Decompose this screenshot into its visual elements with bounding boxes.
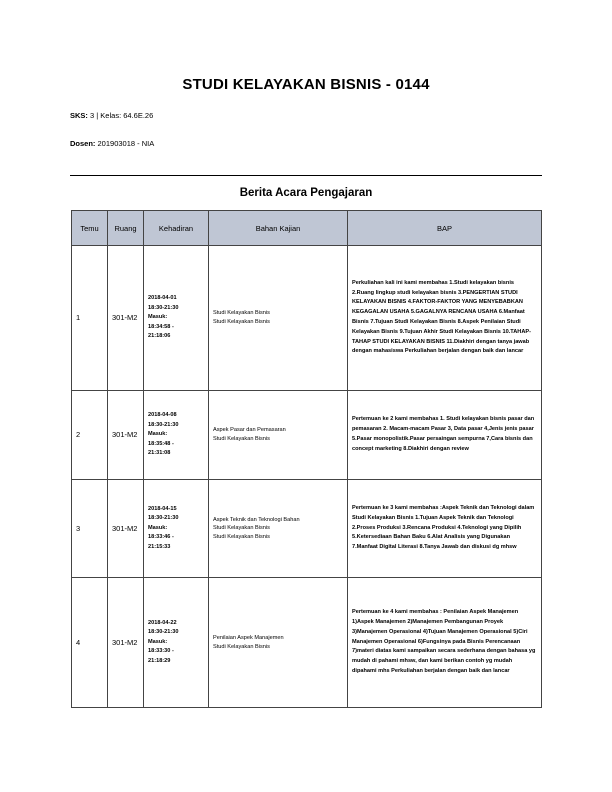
jam: 18:30-21:30 <box>148 629 179 636</box>
bahan-kajian-cell <box>209 480 348 578</box>
masuk-label: Masuk: <box>148 524 168 531</box>
jam: 18:30-21:30 <box>148 421 179 428</box>
masuk-waktu: 18:33:30 - <box>148 648 174 655</box>
bap-cell: Perkuliahan kali ini kami membahas 1.Studi kelayakan bisnis 2.Ruang lingkup studi kelayakan bisnis 3.PENGERTIAN STUDI KELAYAKAN BISNIS 4.FAKTOR-FAKTOR YANG MENYEBABKAN KEGAGALAN USAHA 5.GAGALNYA RENCANA USAHA 6.Manfaat Bisnis 7.Tujuan Studi Kelayakan Bisnis 8.Aspek Penilaian Studi Kelayakan Bisnis 9.Tujuan Akhir Studi Kelayakan Bisnis 10.TAHAP-TAHAP STUDI KELAYAKAN BISNIS 11.Diakhiri dengan tanya jawab dengan mahasiswa Perkuliahan berjalan dengan baik dan lancar <box>348 246 542 391</box>
table-row <box>72 578 542 708</box>
keluar-waktu: 21:31:08 <box>148 450 171 457</box>
sks-kelas-value: 3 | Kelas: 64.6E.26 <box>90 111 154 120</box>
jam: 18:30-21:30 <box>148 515 179 522</box>
column-header-bap: BAP <box>348 211 542 246</box>
column-header-temu: Temu <box>72 211 108 246</box>
masuk-label: Masuk: <box>148 314 168 321</box>
bahan-kajian-cell <box>209 578 348 708</box>
bap-table <box>71 210 542 708</box>
kehadiran-cell <box>144 391 209 480</box>
bahan-item: Studi Kelayakan Bisnis <box>213 643 270 650</box>
dosen-label: Dosen: <box>70 139 96 148</box>
column-header-bahan-kajian: Bahan Kajian <box>209 211 348 246</box>
tanggal: 2018-04-15 <box>148 505 177 512</box>
ruang-cell: 301-M2 <box>108 480 144 578</box>
ruang-cell: 301-M2 <box>108 391 144 480</box>
tanggal: 2018-04-01 <box>148 295 177 302</box>
kehadiran-cell <box>144 480 209 578</box>
table-header-row <box>72 211 542 246</box>
sks-label: SKS: <box>70 111 88 120</box>
dosen-value: 201903018 - NIA <box>97 139 155 148</box>
masuk-label: Masuk: <box>148 638 168 645</box>
dosen-line <box>70 139 154 148</box>
bahan-item: Studi Kelayakan Bisnis <box>213 436 270 442</box>
bahan-item: Studi Kelayakan Bisnis <box>213 533 270 540</box>
column-header-ruang: Ruang <box>108 211 144 246</box>
temu-cell: 3 <box>72 480 108 578</box>
bahan-item: Studi Kelayakan Bisnis <box>213 525 270 532</box>
bahan-item: Aspek Teknik dan Teknologi Bahan <box>213 516 300 523</box>
table-row <box>72 246 542 391</box>
bahan-kajian-cell <box>209 391 348 480</box>
column-header-kehadiran: Kehadiran <box>144 211 209 246</box>
temu-cell: 2 <box>72 391 108 480</box>
table-row <box>72 480 542 578</box>
bahan-item: Studi Kelayakan Bisnis <box>213 319 270 325</box>
masuk-label: Masuk: <box>148 431 168 438</box>
document-title: STUDI KELAYAKAN BISNIS - 0144 <box>182 76 430 93</box>
tanggal: 2018-04-22 <box>148 619 177 626</box>
sks-kelas-line <box>70 111 153 120</box>
bahan-item: Aspek Pasar dan Pemasaran <box>213 427 286 434</box>
bahan-item: Studi Kelayakan Bisnis <box>213 310 270 317</box>
ruang-cell: 301-M2 <box>108 246 144 391</box>
bap-cell: Pertemuan ke 4 kami membahas : Penilaian Aspek Manajemen 1)Aspek Manajemen 2)Manajemen Pembangunan Proyek 3)Manajemen Operasional 4)Tujuan Manajemen Operasional 5)Ciri Manajemen Operasional 6)Fungsinya pada Bisnis Perencanaan 7)materi diatas kami sampaikan secara sederhana dengan bahasa yg mudah di pahami mhsw, dan kami berikan contoh yg mudah dipahami mhs Perkuliahan berjalan dengan baik dan lancar <box>348 578 542 708</box>
bahan-item: Penilaian Aspek Manajemen <box>213 634 284 641</box>
tanggal: 2018-04-08 <box>148 412 177 419</box>
keluar-waktu: 21:18:29 <box>148 657 171 664</box>
section-title: Berita Acara Pengajaran <box>239 187 373 199</box>
temu-cell: 1 <box>72 246 108 391</box>
masuk-waktu: 18:33:46 - <box>148 534 174 541</box>
header-divider <box>70 175 542 176</box>
table-row <box>72 391 542 480</box>
ruang-cell: 301-M2 <box>108 578 144 708</box>
masuk-waktu: 18:34:58 - <box>148 323 174 330</box>
keluar-waktu: 21:18:06 <box>148 333 171 340</box>
kehadiran-cell <box>144 246 209 391</box>
kehadiran-cell <box>144 578 209 708</box>
bap-cell: Pertemuan ke 2 kami membahas 1. Studi kelayakan bisnis pasar dan pemasaran 2. Macam-macam Pasar 3, Data pasar 4,Jenis jenis pasar 5.Pasar monopolistik.Pasar persaingan sempurna 7,Cara bisnis dan concept marketing 8.Diakhiri dengan review <box>348 391 542 480</box>
bap-cell: Pertemuan ke 3 kami membahas :Aspek Teknik dan Teknologi dalam Studi Kelayakan Bisnis 1.Tujuan Aspek Teknik dan Teknologi 2.Proses Produksi 3.Rencana Produksi 4.Teknologi yang Dipilih 5.Ketersediaan Bahan Baku 6.Alat Analisis yang Digunakan 7.Manfaat Digital Literasi 8.Tanya Jawab dan diskusi dg mhsw <box>348 480 542 578</box>
jam: 18:30-21:30 <box>148 304 179 311</box>
keluar-waktu: 21:15:33 <box>148 543 171 550</box>
masuk-waktu: 18:35:48 - <box>148 440 174 447</box>
temu-cell: 4 <box>72 578 108 708</box>
bahan-kajian-cell <box>209 246 348 391</box>
